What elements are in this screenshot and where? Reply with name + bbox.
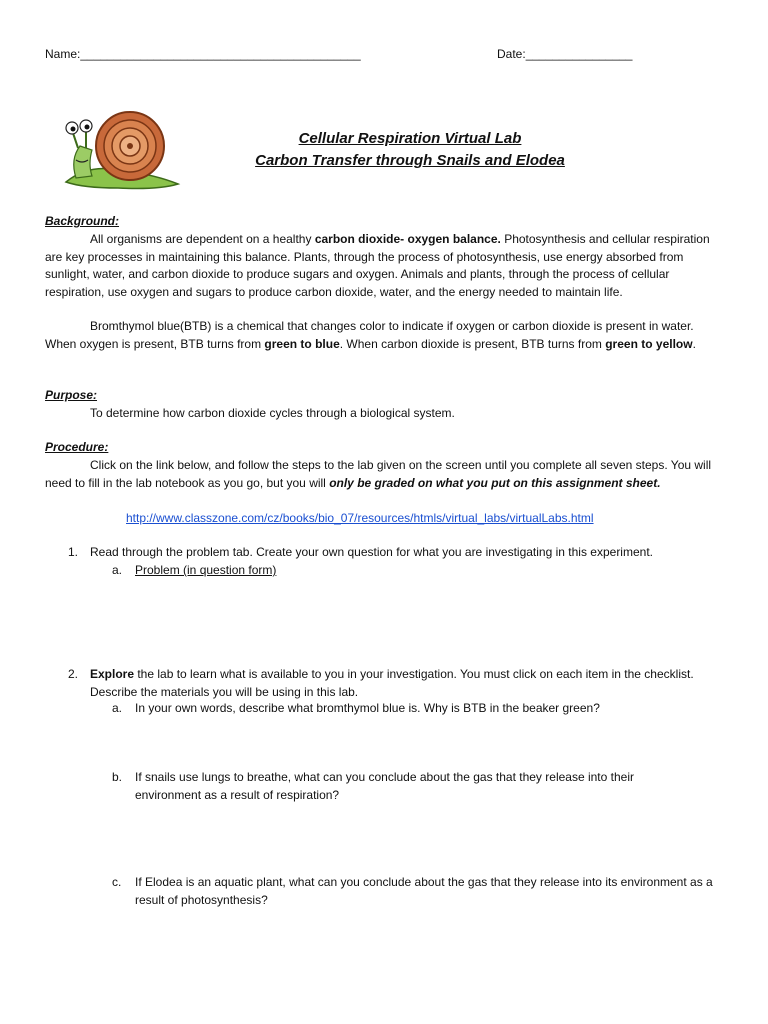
- question-2-number: 2.: [68, 667, 79, 681]
- snail-icon: [58, 104, 182, 194]
- date-field[interactable]: [497, 46, 632, 64]
- title-line-2: Carbon Transfer through Snails and Elodea: [255, 152, 565, 169]
- procedure-heading: Procedure:: [45, 440, 109, 454]
- name-field[interactable]: [45, 46, 361, 64]
- procedure-text: Click on the link below, and follow the steps to the lab given on the screen until you complete all seven steps. You will need to fill in the lab notebook as you go, but you will only be graded on what you put on this assignment sheet.: [45, 458, 712, 490]
- date-label: Date:: [497, 47, 526, 61]
- purpose-text: To determine how carbon dioxide cycles through a biological system.: [90, 406, 455, 420]
- question-2c-letter: c.: [112, 875, 122, 889]
- question-2b-text: If snails use lungs to breathe, what can you conclude about the gas that they release into their environment as a result of respiration?: [135, 770, 634, 802]
- question-1-text: Read through the problem tab. Create your own question for what you are investigating in this experiment.: [90, 545, 653, 559]
- question-1-number: 1.: [68, 545, 79, 559]
- question-2c-text: If Elodea is an aquatic plant, what can you conclude about the gas that they release into its environment as a result of photosynthesis?: [135, 875, 713, 907]
- question-2-text: Explore the lab to learn what is available to you in your investigation. You must click on each item in the checklist. Describe the materials you will be using in this lab.: [90, 667, 694, 699]
- virtual-lab-link[interactable]: http://www.classzone.com/cz/books/bio_07/resources/htmls/virtual_labs/virtualLabs.html: [126, 511, 594, 525]
- name-label: Name:: [45, 47, 81, 61]
- question-2a-text: In your own words, describe what bromthymol blue is. Why is BTB in the beaker green?: [135, 701, 600, 715]
- background-paragraph-2: Bromthymol blue(BTB) is a chemical that changes color to indicate if oxygen or carbon dioxide is present in water. When oxygen is present, BTB turns from green to blue. When carbon dioxide is present, BTB turns from green to yellow.: [45, 319, 696, 351]
- background-heading: Background:: [45, 214, 120, 228]
- name-blank[interactable]: __________________________________________: [80, 47, 361, 61]
- question-2b-letter: b.: [112, 770, 123, 784]
- question-1a-letter: a.: [112, 563, 123, 577]
- background-paragraph-1: All organisms are dependent on a healthy carbon dioxide- oxygen balance. Photosynthesis and cellular respiration are key processes in maintaining this balance. Plants, through the process of photosynthesis, use energy absorbed from sunlight, water, and carbon dioxide to produce sugars and oxygen. Animals and plants, through the process of cellular respiration, use oxygen and sugars to produce carbon dioxide, water, and the energy needed to maintain life.: [45, 232, 710, 299]
- question-1a-text: Problem (in question form): [135, 563, 277, 577]
- question-2a-letter: a.: [112, 701, 123, 715]
- date-blank[interactable]: ________________: [525, 47, 633, 61]
- title-line-1: Cellular Respiration Virtual Lab: [298, 130, 522, 147]
- purpose-heading: Purpose:: [45, 388, 98, 402]
